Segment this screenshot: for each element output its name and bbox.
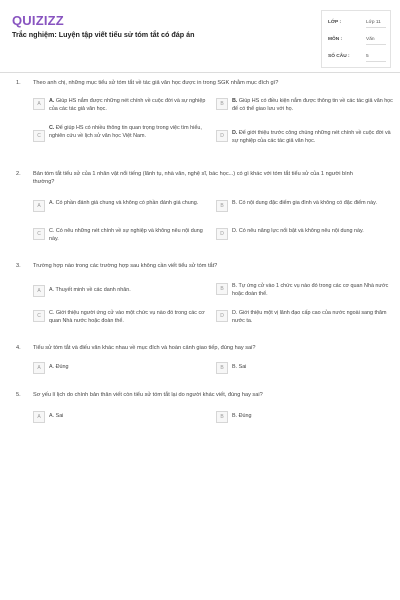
option-letter-box: B <box>216 200 228 212</box>
info-value: Văn <box>366 36 386 45</box>
option-text <box>232 310 396 326</box>
option-letter-box: D <box>216 310 228 322</box>
option-label: Giới thiệu một vị lãnh đạo cấp cao của nước ngoài sang thăm nước ta. <box>232 310 387 324</box>
option-prefix: A. <box>49 287 55 293</box>
question-text: Trường hợp nào trong các trường hợp sau không cần viết tiểu sử tóm tắt? <box>33 263 218 269</box>
option-text <box>232 413 396 421</box>
option-letter-box: D <box>216 130 228 142</box>
option-prefix: D. <box>232 228 238 234</box>
info-label: SỐ CÂU : <box>328 54 350 59</box>
option-label: Có phần đánh giá chung và không có phần đánh giá chung. <box>55 200 199 206</box>
option-prefix: A. <box>49 413 55 419</box>
info-row-grade <box>328 19 386 33</box>
option-text <box>232 98 396 114</box>
option-text <box>232 364 396 372</box>
info-row-subject <box>328 36 386 50</box>
question-number: 2. <box>16 171 21 177</box>
question-text: Bản tóm tắt tiểu sử của 1 nhân vật nổi tiếng (lãnh tụ, nhà văn, nghệ sĩ, bác học...) có gì khác với tóm tắt tiểu sử của 1 người bình thường? <box>33 171 353 185</box>
info-value: 5 <box>366 53 386 62</box>
option-prefix: B. <box>232 98 238 104</box>
option-label: Giúp HS có điều kiện nắm được thông tin về các tác giả văn học để có thể giao lưu với họ. <box>232 98 393 112</box>
option-letter-box: A <box>33 98 45 110</box>
option-prefix: A. <box>49 98 55 104</box>
question-text: Theo anh chị, những mục tiểu sử tóm tắt về tác giả văn học được in trong SGK nhằm mục đích gì? <box>33 80 279 86</box>
option-text <box>232 283 396 299</box>
option-letter-box: A <box>33 285 45 297</box>
option-prefix: D. <box>232 130 238 136</box>
option-label: Sai <box>238 364 247 370</box>
option-label: Để giới thiệu trước công chúng những nét chính về cuộc đời và sự nghiệp của các tác giả văn học. <box>232 130 391 144</box>
option-letter-box: A <box>33 411 45 423</box>
option-prefix: D. <box>232 310 238 316</box>
option-letter-box: B <box>216 98 228 110</box>
option-text <box>49 98 213 114</box>
worksheet-header <box>0 0 400 72</box>
option-text <box>49 364 213 372</box>
option-label: Thuyết minh về các danh nhân. <box>55 287 131 293</box>
question-text: Sơ yếu lí lịch do chính bản thân viết còn tiểu sử tóm tắt lại do người khác viết, đúng hay sai? <box>33 392 263 398</box>
option-prefix: C. <box>49 310 55 316</box>
option-letter-box: B <box>216 362 228 374</box>
question-number: 4. <box>16 345 21 351</box>
option-prefix: C. <box>49 125 55 131</box>
option-letter-box: A <box>33 200 45 212</box>
option-prefix: B. <box>232 200 238 206</box>
option-label: Đúng <box>55 364 69 370</box>
option-label: Giúp HS nắm được những nét chính về cuộc đời và sự nghiệp của các tác giả văn học. <box>49 98 206 112</box>
option-text <box>49 413 213 421</box>
quiz-title: Trắc nghiệm: Luyện tập viết tiểu sử tóm tắt có đáp án <box>12 30 195 39</box>
option-letter-box: C <box>33 130 45 142</box>
option-label: Tự ứng cử vào 1 chức vụ nào đó trong các cơ quan Nhà nước hoặc đoàn thể. <box>232 283 389 297</box>
option-text <box>49 200 213 208</box>
option-letter-box: B <box>216 411 228 423</box>
option-label: Đúng <box>238 413 252 419</box>
option-prefix: B. <box>232 364 238 370</box>
info-box <box>321 10 391 68</box>
quizizz-logo: QUIZIZZ <box>12 13 64 28</box>
option-prefix: A. <box>49 200 55 206</box>
option-prefix: C. <box>49 228 55 234</box>
question-text: Tiểu sử tóm tắt và điếu văn khác nhau về mục đích và hoàn cảnh giao tiếp, đúng hay sai? <box>33 345 256 351</box>
info-label: LỚP : <box>328 20 342 25</box>
option-letter-box: C <box>33 228 45 240</box>
option-text <box>49 287 213 295</box>
option-label: Sai <box>55 413 64 419</box>
question-number: 3. <box>16 263 21 269</box>
option-prefix: B. <box>232 283 238 289</box>
option-letter-box: C <box>33 310 45 322</box>
info-label: MÔN : <box>328 37 343 42</box>
option-text <box>49 310 213 326</box>
info-row-count <box>328 53 386 67</box>
option-label: Để giúp HS có nhiều thông tin quan trọng trong việc tìm hiểu, nghiên cứu về lịch sử văn học Việt Nam. <box>49 125 202 139</box>
option-letter-box: A <box>33 362 45 374</box>
info-value: Lớp 11 <box>366 19 386 28</box>
option-label: Có nêu những nét chính về sự nghiệp và không nêu nội dung này. <box>49 228 203 242</box>
option-label: Có nêu năng lực nổi bật và không nêu nội dung này. <box>238 228 364 234</box>
option-prefix: A. <box>49 364 55 370</box>
question-number: 5. <box>16 392 21 398</box>
option-label: Giới thiệu người ứng cử vào một chức vụ nào đó trong các cơ quan Nhà nước hoặc đoàn thể. <box>49 310 205 324</box>
option-letter-box: B <box>216 283 228 295</box>
option-text <box>232 200 396 208</box>
option-text <box>49 228 213 244</box>
header-divider <box>0 72 400 73</box>
option-letter-box: D <box>216 228 228 240</box>
option-text <box>232 130 396 146</box>
option-text <box>232 228 396 236</box>
option-label: Có nội dung đặc điểm gia đình và không có đặc điểm này. <box>238 200 377 206</box>
question-number: 1. <box>16 80 21 86</box>
option-prefix: B. <box>232 413 238 419</box>
option-text <box>49 125 213 141</box>
